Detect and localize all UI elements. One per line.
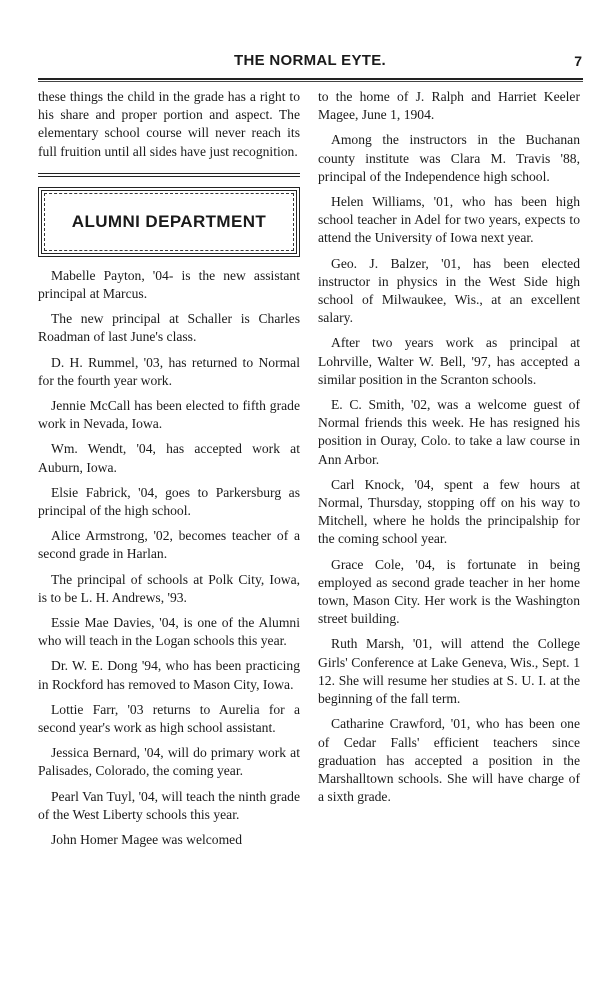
news-item: John Homer Magee was welcomed [51,832,243,848]
news-item: The principal of schools at Polk City, Iowa, is to be L. H. Andrews, '93. [38,571,300,605]
news-item: Wm. Wendt, '04, has accepted work at Auburn, Iowa. [38,441,300,475]
news-item: Pearl Van Tuyl, '04, will teach the ninth grade of the West Liberty schools this year. [38,788,300,822]
news-item: After two years work as principal at Lohrville, Walter W. Bell, '97, has accepted a similar position in the Scranton schools. [318,335,580,387]
news-item: Grace Cole, '04, is fortunate in being employed as second grade teacher in her home town, Mason City. Her work is the Washington street building. [318,556,580,627]
intro-paragraph: these things the child in the grade has a right to his share and proper portion and aspect. The elementary school course will never reach its full fruition until all sides have just recognition. [38,89,300,159]
news-item: The new principal at Schaller is Charles Roadman of last June's class. [38,311,300,345]
news-item: Jessica Bernard, '04, will do primary work at Palisades, Colorado, the coming year. [38,745,300,779]
left-column [38,88,300,856]
news-item: Alice Armstrong, '02, becomes teacher of a second grade in Harlan. [38,528,300,562]
news-item: Elsie Fabrick, '04, goes to Parkersburg as principal of the high school. [38,484,300,519]
news-item: Mabelle Payton, '04- is the new assistant principal at Marcus. [38,267,300,302]
news-item: Geo. J. Balzer, '01, has been elected instructor in physics in the West Side high school of Milwaukee, Wis., at an excellent salary. [318,255,580,326]
section-title: ALUMNI DEPARTMENT [71,211,267,231]
news-item: Jennie McCall has been elected to fifth grade work in Nevada, Iowa. [38,398,300,432]
section-divider [38,173,300,177]
right-column [318,88,580,813]
page-number: 7 [574,53,582,69]
header-rule [38,78,583,82]
news-item: Catharine Crawford, '01, who has been one of Cedar Falls' efficient teachers since graduation has accepted a position in the Marshalltown schools. She will have charge of a sixth grade. [318,716,580,805]
news-item: Essie Mae Davies, '04, is one of the Alumni who will teach in the Logan schools this year. [38,615,300,649]
news-item: Lottie Farr, '03 returns to Aurelia for a second year's work as high school assistant. [38,701,300,736]
continued-paragraph: to the home of J. Ralph and Harriet Keeler Magee, June 1, 1904. [318,89,580,123]
news-item: Ruth Marsh, '01, will attend the College Girls' Conference at Lake Geneva, Wis., Sept. 1 12. She will resume her studies at S. U. I. at the beginning of the fall term. [318,636,580,707]
news-item: E. C. Smith, '02, was a welcome guest of Normal friends this week. He has resigned his position in Ouray, Colo. to take a law course in Ann Arbor. [318,397,580,467]
publication-title: THE NORMAL EYTE. [233,52,387,69]
news-item: Helen Williams, '01, who has been high school teacher in Adel for two years, expects to attend the University of Iowa next year. [318,194,580,246]
page-header [36,50,584,72]
news-item: Carl Knock, '04, spent a few hours at Normal, Thursday, stopping off on his way to Mitchell, where he holds the principalship for the coming school year. [318,476,580,547]
news-item: Among the instructors in the Buchanan county institute was Clara M. Travis '88, principal of the Independence high school. [318,132,580,184]
section-title-box [38,187,300,257]
news-item: D. H. Rummel, '03, has returned to Normal for the fourth year work. [38,354,300,388]
news-item: Dr. W. E. Dong '94, who has been practicing in Rockford has removed to Mason City, Iowa. [38,658,300,692]
